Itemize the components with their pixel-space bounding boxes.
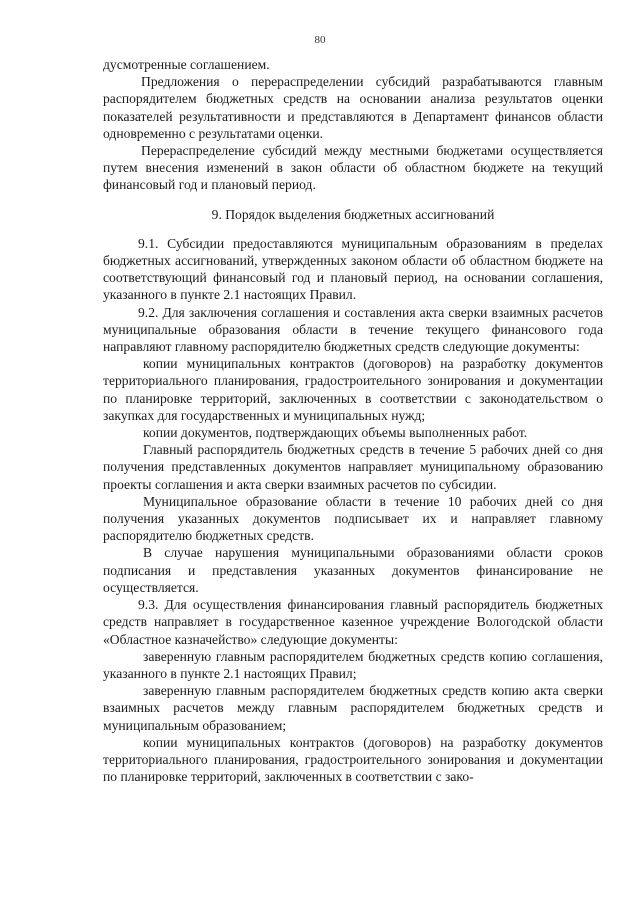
paragraph: Предложения о перераспределении субсидий разрабатываются главным распорядителем бюджетных средств на основании анализа результатов оценки показателей результативности и представляются в Департамент финансов области одновременно с результатами оценки. xyxy=(103,74,603,141)
list-item: копии муниципальных контрактов (договоров) на разработку документов территориального планирования, градостроительного зонирования и документации по планировке территорий, заключенных в соответствии с законодательством о закупках для государственных и муниципальных нужд; xyxy=(103,356,603,423)
list-item: копии муниципальных контрактов (договоров) на разработку документов территориального планирования, градостроительного зонирования и документации по планировке территорий, заключенных в соответствии с зако- xyxy=(103,734,603,785)
paragraph: 9.2. Для заключения соглашения и составления акта сверки взаимных расчетов муниципальные образования области в течение текущего финансового года направляют главному распорядителю бюджетных средств следующие документы: xyxy=(103,304,603,355)
list-item: копии документов, подтверждающих объемы выполненных работ. xyxy=(143,425,528,441)
section-heading: 9. Порядок выделения бюджетных ассигнований xyxy=(211,206,495,222)
list-item: заверенную главным распорядителем бюджетных средств копию соглашения, указанного в пункте 2.1 настоящих Правил; xyxy=(103,648,603,681)
paragraph: 9.3. Для осуществления финансирования главный распорядитель бюджетных средств направляет в государственное казенное учреждение Вологодской области «Областное казначейство» следующие документы: xyxy=(103,597,603,647)
paragraph: дусмотренные соглашением. xyxy=(103,57,270,72)
paragraph: 9.1. Субсидии предоставляются муниципальным образованиям в пределах бюджетных ассигнований, утвержденных законом области об областном бюджете на соответствующий финансовый год и плановый период, на основании соглашения, указанного в пункте 2.1 настоящих Правил. xyxy=(103,235,603,303)
list-item: заверенную главным распорядителем бюджетных средств копию акта сверки взаимных расчетов между главным распорядителем бюджетных средств и муниципальным образованием; xyxy=(103,683,603,733)
paragraph: Перераспределение субсидий между местными бюджетами осуществляется путем внесения изменений в закон области об областном бюджете на текущий финансовый год и плановый период. xyxy=(103,143,603,193)
page-number: 80 xyxy=(314,34,326,46)
paragraph: Главный распорядитель бюджетных средств в течение 5 рабочих дней со дня получения представленных документов направляет муниципальному образованию проекты соглашения и акта сверки взаимных расчетов по субсидии. xyxy=(103,442,603,492)
paragraph: В случае нарушения муниципальными образованиями области сроков подписания и представления указанных документов финансирование не осуществляется. xyxy=(103,545,603,595)
paragraph: Муниципальное образование области в течение 10 рабочих дней со дня получения указанных документов подписывает их и направляет главному распорядителю бюджетных средств. xyxy=(103,493,603,544)
document-body xyxy=(103,56,603,785)
